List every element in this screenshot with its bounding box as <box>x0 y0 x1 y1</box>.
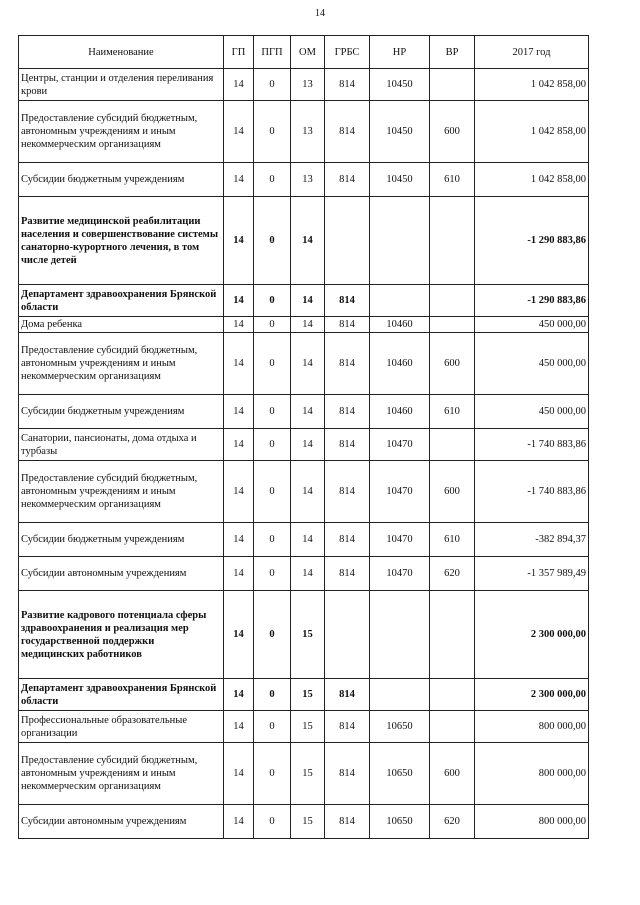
cell-nr: 10650 <box>370 711 430 743</box>
cell-amount: -1 357 989,49 <box>475 557 589 591</box>
cell-vr <box>430 197 475 285</box>
table-row <box>19 429 589 461</box>
cell-grbs: 814 <box>325 805 370 839</box>
cell-amount: 450 000,00 <box>475 333 589 395</box>
cell-vr <box>430 285 475 317</box>
cell-name: Центры, станции и отделения переливания крови <box>19 69 224 101</box>
header-nr: НР <box>370 36 430 69</box>
header-pgp: ПГП <box>254 36 291 69</box>
cell-amount: 450 000,00 <box>475 395 589 429</box>
cell-name: Развитие кадрового потенциала сферы здравоохранения и реализация мер государственной поддержки медицинских работников <box>19 591 224 679</box>
cell-vr <box>430 317 475 333</box>
cell-om: 14 <box>291 461 325 523</box>
table-row <box>19 557 589 591</box>
cell-grbs <box>325 591 370 679</box>
cell-nr <box>370 591 430 679</box>
cell-vr: 610 <box>430 523 475 557</box>
cell-om: 13 <box>291 69 325 101</box>
cell-name: Субсидии бюджетным учреждениям <box>19 523 224 557</box>
cell-grbs: 814 <box>325 743 370 805</box>
page-number: 14 <box>315 8 325 19</box>
cell-nr <box>370 197 430 285</box>
cell-pgp: 0 <box>254 591 291 679</box>
table-row <box>19 69 589 101</box>
cell-name: Предоставление субсидий бюджетным, автономным учреждениям и иным некоммерческим организациям <box>19 461 224 523</box>
cell-gp: 14 <box>224 285 254 317</box>
cell-grbs: 814 <box>325 679 370 711</box>
cell-gp: 14 <box>224 805 254 839</box>
cell-om: 14 <box>291 317 325 333</box>
cell-vr <box>430 591 475 679</box>
table-row <box>19 743 589 805</box>
cell-grbs: 814 <box>325 395 370 429</box>
cell-nr: 10460 <box>370 395 430 429</box>
cell-om: 13 <box>291 163 325 197</box>
cell-name: Субсидии бюджетным учреждениям <box>19 163 224 197</box>
cell-om: 15 <box>291 679 325 711</box>
cell-name: Субсидии бюджетным учреждениям <box>19 395 224 429</box>
table-row <box>19 805 589 839</box>
table-row <box>19 333 589 395</box>
cell-grbs: 814 <box>325 317 370 333</box>
cell-vr: 620 <box>430 805 475 839</box>
cell-name: Предоставление субсидий бюджетным, автономным учреждениям и иным некоммерческим организациям <box>19 743 224 805</box>
cell-grbs: 814 <box>325 461 370 523</box>
cell-gp: 14 <box>224 679 254 711</box>
cell-gp: 14 <box>224 317 254 333</box>
cell-amount: 1 042 858,00 <box>475 101 589 163</box>
cell-vr: 620 <box>430 557 475 591</box>
cell-pgp: 0 <box>254 679 291 711</box>
cell-amount: 1 042 858,00 <box>475 163 589 197</box>
cell-amount: -1 740 883,86 <box>475 461 589 523</box>
cell-pgp: 0 <box>254 523 291 557</box>
cell-pgp: 0 <box>254 395 291 429</box>
cell-vr <box>430 429 475 461</box>
cell-om: 14 <box>291 429 325 461</box>
cell-nr: 10460 <box>370 317 430 333</box>
cell-nr: 10450 <box>370 69 430 101</box>
cell-grbs: 814 <box>325 557 370 591</box>
cell-om: 13 <box>291 101 325 163</box>
cell-nr <box>370 679 430 711</box>
cell-name: Департамент здравоохранения Брянской области <box>19 285 224 317</box>
cell-amount: -1 290 883,86 <box>475 197 589 285</box>
cell-amount: 800 000,00 <box>475 743 589 805</box>
table-body <box>19 69 589 839</box>
table-row <box>19 163 589 197</box>
table-row <box>19 395 589 429</box>
cell-nr: 10470 <box>370 523 430 557</box>
cell-pgp: 0 <box>254 163 291 197</box>
header-row <box>19 36 589 69</box>
header-gp: ГП <box>224 36 254 69</box>
budget-table <box>18 35 589 839</box>
table-row <box>19 679 589 711</box>
cell-amount: -1 740 883,86 <box>475 429 589 461</box>
cell-name: Департамент здравоохранения Брянской области <box>19 679 224 711</box>
table-row <box>19 461 589 523</box>
cell-grbs <box>325 197 370 285</box>
cell-name: Предоставление субсидий бюджетным, автономным учреждениям и иным некоммерческим организациям <box>19 333 224 395</box>
cell-amount: 2 300 000,00 <box>475 591 589 679</box>
cell-gp: 14 <box>224 197 254 285</box>
cell-amount: -1 290 883,86 <box>475 285 589 317</box>
table-row <box>19 523 589 557</box>
cell-om: 15 <box>291 805 325 839</box>
cell-vr: 600 <box>430 101 475 163</box>
cell-vr: 610 <box>430 395 475 429</box>
cell-name: Развитие медицинской реабилитации населения и совершенствование системы санаторно-курортного лечения, в том числе детей <box>19 197 224 285</box>
cell-om: 14 <box>291 395 325 429</box>
cell-pgp: 0 <box>254 285 291 317</box>
cell-grbs: 814 <box>325 523 370 557</box>
cell-name: Санатории, пансионаты, дома отдыха и турбазы <box>19 429 224 461</box>
table-row <box>19 197 589 285</box>
cell-vr: 600 <box>430 333 475 395</box>
cell-pgp: 0 <box>254 805 291 839</box>
cell-om: 14 <box>291 557 325 591</box>
cell-vr <box>430 679 475 711</box>
cell-grbs: 814 <box>325 163 370 197</box>
cell-nr: 10470 <box>370 461 430 523</box>
cell-nr: 10470 <box>370 557 430 591</box>
cell-gp: 14 <box>224 101 254 163</box>
cell-grbs: 814 <box>325 101 370 163</box>
header-grbs: ГРБС <box>325 36 370 69</box>
cell-pgp: 0 <box>254 333 291 395</box>
cell-name: Предоставление субсидий бюджетным, автономным учреждениям и иным некоммерческим организациям <box>19 101 224 163</box>
cell-grbs: 814 <box>325 333 370 395</box>
cell-vr: 610 <box>430 163 475 197</box>
cell-name: Субсидии автономным учреждениям <box>19 557 224 591</box>
cell-pgp: 0 <box>254 743 291 805</box>
cell-gp: 14 <box>224 395 254 429</box>
cell-pgp: 0 <box>254 711 291 743</box>
cell-grbs: 814 <box>325 429 370 461</box>
cell-pgp: 0 <box>254 317 291 333</box>
cell-grbs: 814 <box>325 711 370 743</box>
cell-gp: 14 <box>224 523 254 557</box>
cell-amount: 1 042 858,00 <box>475 69 589 101</box>
table-row <box>19 591 589 679</box>
cell-om: 14 <box>291 523 325 557</box>
cell-om: 14 <box>291 333 325 395</box>
cell-gp: 14 <box>224 591 254 679</box>
cell-amount: 800 000,00 <box>475 805 589 839</box>
header-vr: ВР <box>430 36 475 69</box>
cell-grbs: 814 <box>325 69 370 101</box>
cell-nr: 10650 <box>370 743 430 805</box>
cell-om: 15 <box>291 591 325 679</box>
cell-pgp: 0 <box>254 429 291 461</box>
cell-gp: 14 <box>224 69 254 101</box>
cell-pgp: 0 <box>254 69 291 101</box>
cell-gp: 14 <box>224 743 254 805</box>
cell-gp: 14 <box>224 163 254 197</box>
cell-gp: 14 <box>224 557 254 591</box>
cell-om: 14 <box>291 197 325 285</box>
table-row <box>19 285 589 317</box>
cell-gp: 14 <box>224 711 254 743</box>
header-om: ОМ <box>291 36 325 69</box>
cell-amount: 800 000,00 <box>475 711 589 743</box>
cell-vr <box>430 69 475 101</box>
table-row <box>19 317 589 333</box>
header-year: 2017 год <box>475 36 589 69</box>
cell-name: Дома ребенка <box>19 317 224 333</box>
cell-pgp: 0 <box>254 197 291 285</box>
cell-pgp: 0 <box>254 461 291 523</box>
cell-nr: 10450 <box>370 163 430 197</box>
cell-name: Субсидии автономным учреждениям <box>19 805 224 839</box>
cell-grbs: 814 <box>325 285 370 317</box>
cell-om: 15 <box>291 711 325 743</box>
header-name: Наименование <box>19 36 224 69</box>
cell-nr: 10460 <box>370 333 430 395</box>
cell-gp: 14 <box>224 333 254 395</box>
table-row <box>19 101 589 163</box>
cell-vr: 600 <box>430 461 475 523</box>
cell-amount: -382 894,37 <box>475 523 589 557</box>
cell-amount: 2 300 000,00 <box>475 679 589 711</box>
cell-gp: 14 <box>224 461 254 523</box>
cell-vr: 600 <box>430 743 475 805</box>
cell-nr: 10450 <box>370 101 430 163</box>
table-row <box>19 711 589 743</box>
cell-om: 15 <box>291 743 325 805</box>
cell-pgp: 0 <box>254 101 291 163</box>
cell-pgp: 0 <box>254 557 291 591</box>
cell-nr: 10470 <box>370 429 430 461</box>
cell-om: 14 <box>291 285 325 317</box>
cell-amount: 450 000,00 <box>475 317 589 333</box>
cell-nr: 10650 <box>370 805 430 839</box>
cell-nr <box>370 285 430 317</box>
cell-gp: 14 <box>224 429 254 461</box>
cell-name: Профессиональные образовательные организации <box>19 711 224 743</box>
cell-vr <box>430 711 475 743</box>
